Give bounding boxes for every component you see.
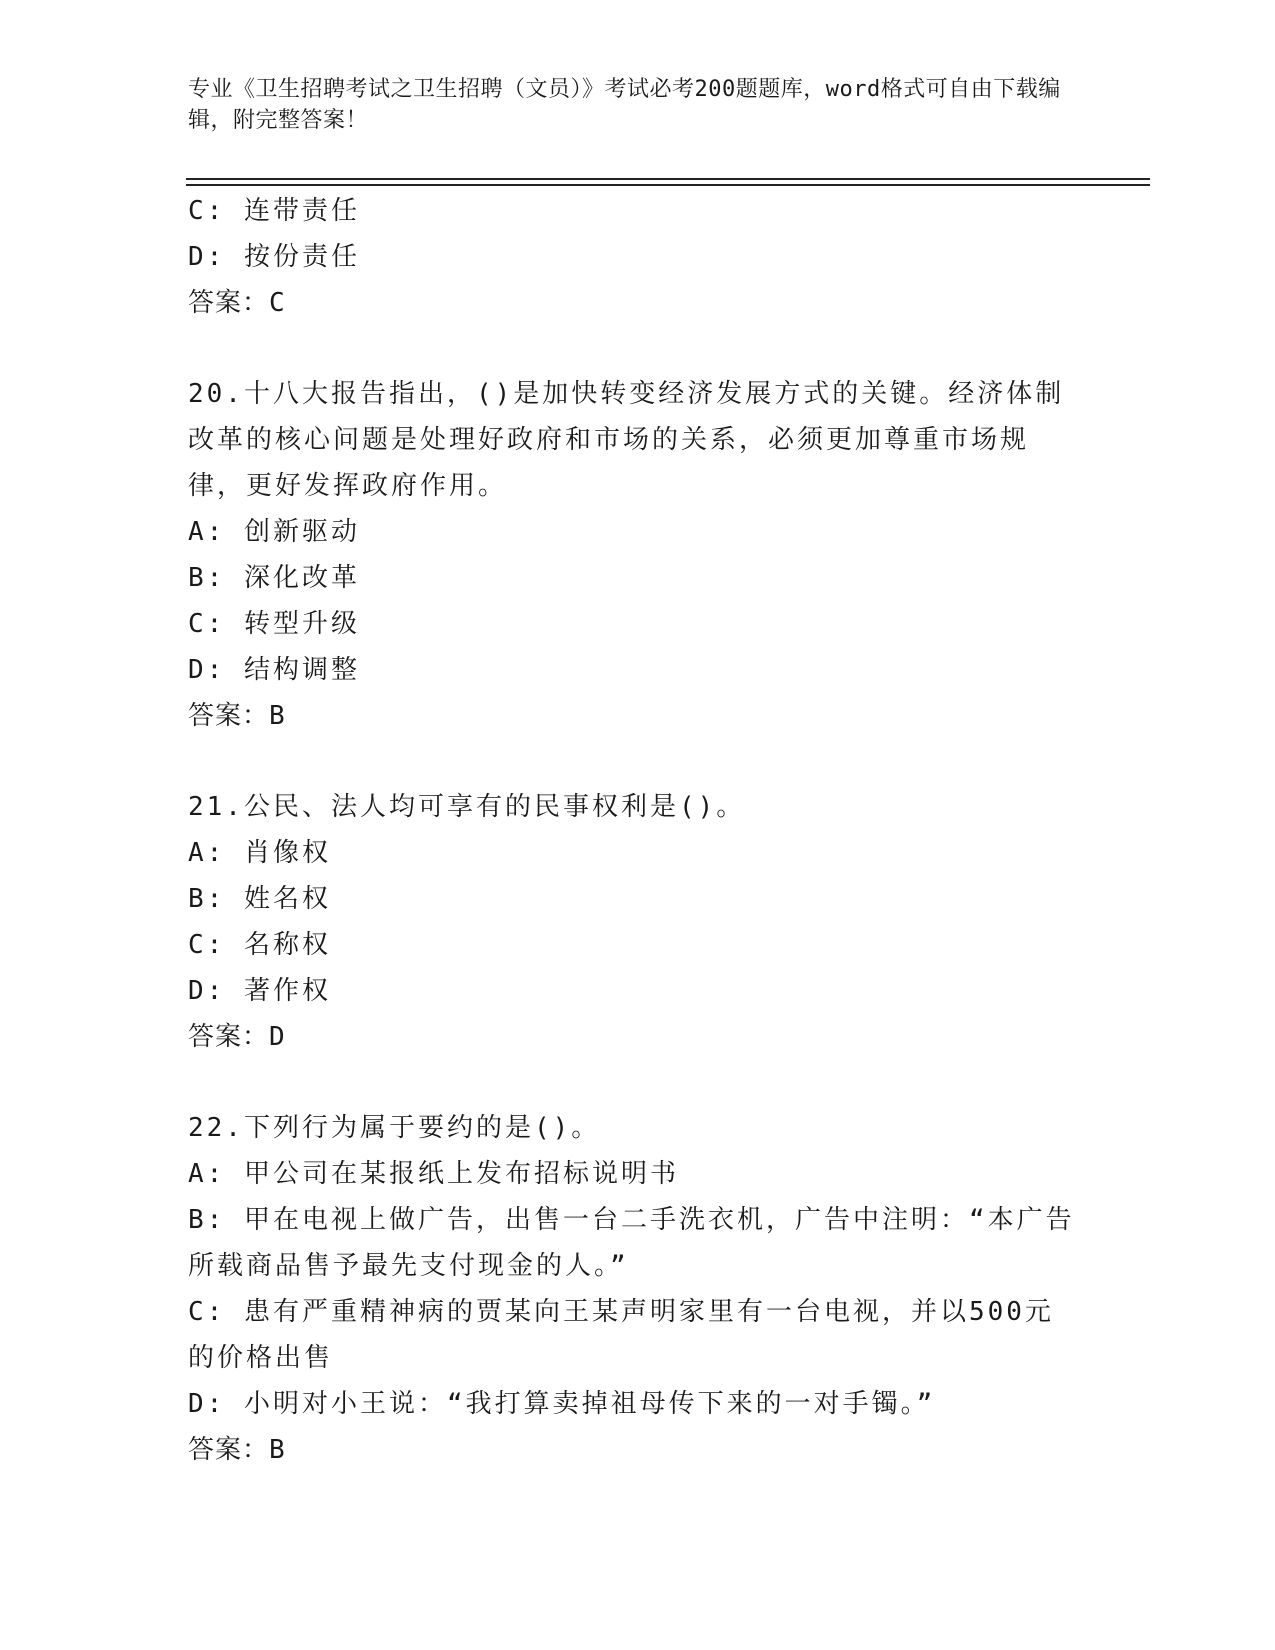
option-a: A: 创新驱动 xyxy=(188,517,360,547)
option-c: C: 转型升级 xyxy=(188,609,360,639)
question-block-22 xyxy=(188,1105,1078,1473)
answer-line: 答案：B xyxy=(188,1435,286,1465)
question-block-19 xyxy=(188,188,1078,326)
question-text: 20.十八大报告指出，()是加快转变经济发展方式的关键。经济体制改革的核心问题是处理好政府和市场的关系，必须更加尊重市场规律，更好发挥政府作用。 xyxy=(188,379,1065,501)
answer-line: 答案：D xyxy=(188,1022,286,1052)
question-text: 21.公民、法人均可享有的民事权利是()。 xyxy=(188,792,746,822)
option-c: C: 患有严重精神病的贾某向王某声明家里有一台电视，并以500元的价格出售 xyxy=(188,1297,1054,1373)
question-block-21 xyxy=(188,784,1078,1060)
option-c: C: 连带责任 xyxy=(188,196,360,226)
answer-line: 答案：C xyxy=(188,288,286,318)
option-d: D: 结构调整 xyxy=(188,655,360,685)
document-header: 专业《卫生招聘考试之卫生招聘（文员）》考试必考200题题库，word格式可自由下载编辑，附完整答案！ xyxy=(188,77,1061,133)
option-d: D: 按份责任 xyxy=(188,242,360,272)
option-b: B: 甲在电视上做广告，出售一台二手洗衣机，广告中注明：“本广告所载商品售予最先支付现金的人。” xyxy=(188,1205,1075,1281)
header-rule-bottom xyxy=(186,184,1150,186)
option-c: C: 名称权 xyxy=(188,930,331,960)
header-rule-top xyxy=(186,178,1150,180)
option-a: A: 甲公司在某报纸上发布招标说明书 xyxy=(188,1159,679,1189)
question-block-20 xyxy=(188,371,1078,739)
option-d: D: 小明对小王说：“我打算卖掉祖母传下来的一对手镯。” xyxy=(188,1389,936,1419)
question-text: 22.下列行为属于要约的是()。 xyxy=(188,1113,601,1143)
option-d: D: 著作权 xyxy=(188,976,331,1006)
option-b: B: 姓名权 xyxy=(188,884,331,914)
option-a: A: 肖像权 xyxy=(188,838,331,868)
answer-line: 答案：B xyxy=(188,701,286,731)
question-list xyxy=(188,188,1078,1473)
option-b: B: 深化改革 xyxy=(188,563,360,593)
